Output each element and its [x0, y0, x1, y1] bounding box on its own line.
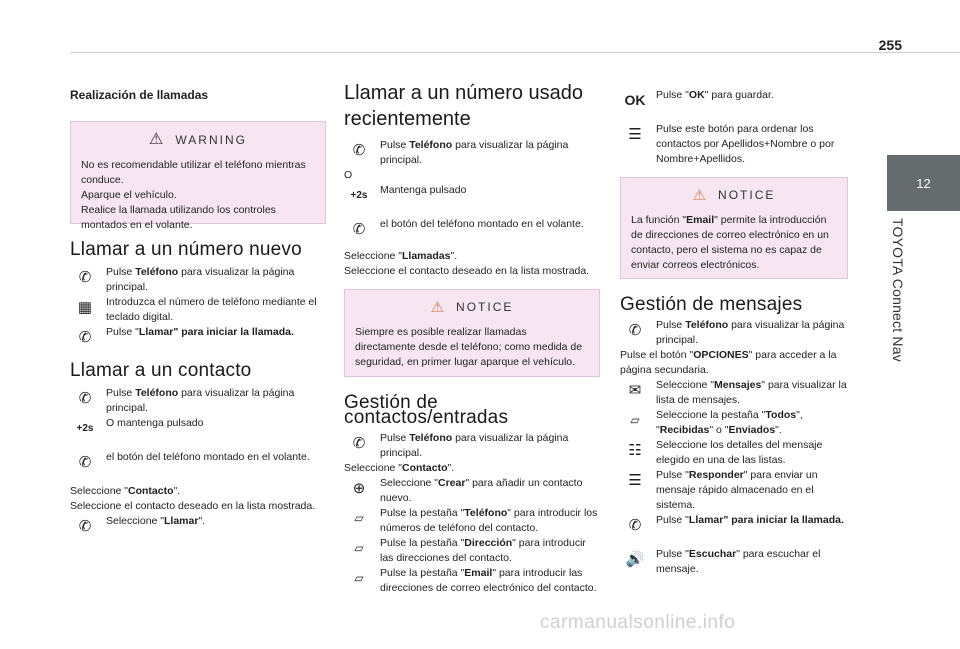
phone-icon[interactable]: ✆ [352, 141, 366, 159]
phone-icon[interactable]: ✆ [78, 453, 92, 471]
warning-text: No es recomendable utilizar el teléfono mientras conduce. Aparque el vehículo. Realice la llamada utilizando los controles montados en el volante. [81, 159, 306, 231]
tab-icon[interactable]: ⏥ [354, 570, 364, 585]
speaker-icon[interactable]: 🔊 [625, 550, 645, 568]
steering-phone-icon[interactable]: +2s [76, 422, 94, 434]
phone-icon[interactable]: ✆ [78, 389, 92, 407]
column-3: OK Pulse "OK" para guardar. ☰ Pulse este botón para ordenar los contactos por Apellidos+Nombre o por Nombre+Apellidos. ⚠ NOTICE La función "Email" permite la introducción de direcciones de correo electrónico en un contacto, pero el sistema no es capaz de enviar correos electrónicos. Gestión de mensajes ✆ Pulse Teléfono para visualizar la página principal. Pulse el botón "OPCIONES" para acceder a la página secundaria. ✉ Seleccione "Mensajes" para visualizar la lista de mensajes. ⏥ Seleccione la pestaña "Todos", "Recibidas" o "Enviados". ☷ Seleccione los detalles del mensaje elegido en una de las listas. ☰ Pulse "Responder" para enviar un mensaje rápido almacenado en el sistema. ✆ Pulse "Llamar" para iniciar la llamada. 🔊 Pulse "Escuchar" para escuchar el mensaje. [620, 89, 847, 575]
phone-icon[interactable]: ✆ [352, 220, 366, 238]
plus-circle-icon[interactable]: ⊕ [352, 479, 366, 497]
step: ☰ Pulse "Responder" para enviar un mensaje rápido almacenado en el sistema. [620, 468, 848, 513]
step: ✆ Pulse "Llamar" para iniciar la llamada. [70, 325, 326, 349]
details-icon[interactable]: ☷ [628, 441, 642, 459]
step: ✆ el botón del teléfono montado en el volante. [70, 450, 326, 474]
column-1: Realización de llamadas ⚠ WARNING No es recomendable utilizar el teléfono mientras conduce. Aparque el vehículo. Realice la llamada utilizando los controles montados en el volante. Llamar a un número nuevo ✆ Pulse Teléfono para visualizar la página principal. ▦ Introduzca el número de teléfono mediante el teclado digital. ✆ Pulse "Llamar" para iniciar la llamada. Llamar a un contacto ✆ Pulse Teléfono para visualizar la página principal. +2s O mantenga pulsado ✆ el botón del teléfono montado en el volante. Seleccione "Contacto". Seleccione el contacto deseado en la lista mostrada. ✆ Seleccione "Llamar". [70, 80, 326, 538]
page-number: 255 [878, 37, 902, 53]
step: ✆ el botón del teléfono montado en el volante. [344, 217, 600, 241]
chapter-tab[interactable] [887, 155, 960, 211]
paragraph: Seleccione el contacto deseado en la lista mostrada. [344, 265, 590, 277]
section-title-messages: Gestión de mensajes [620, 294, 803, 315]
step: ☷ Seleccione los detalles del mensaje elegido en una de las listas. [620, 438, 848, 468]
ok-icon[interactable]: OK [624, 91, 646, 108]
step: OK Pulse "OK" para guardar. [620, 88, 848, 112]
tab-icon[interactable]: ⏥ [630, 412, 640, 427]
watermark: carmanualsonline.info [540, 612, 736, 633]
step: ✆ Pulse Teléfono para visualizar la página principal. [344, 431, 600, 461]
column-2: Llamar a un número usado recientemente ✆ Pulse Teléfono para visualizar la página principal. O +2s Mantenga pulsado ✆ el botón del teléfono montado en el volante. Seleccione "Llamadas". Seleccione el contacto deseado en la lista mostrada. ⚠ NOTICE Siempre es posible realizar llamadas directamente desde el teléfono; como medida de seguridad, en primer lugar aparque el vehículo. Gestión de contactos/entradas ✆ Pulse Teléfono para visualizar la página principal. Seleccione "Contacto". ⊕ Seleccione "Crear" para añadir un contacto nuevo. ⏥ Pulse la pestaña "Teléfono" para introducir los números de teléfono del contacto. ⏥ Pulse la pestaña "Dirección" para introducir las direcciones del contacto. ⏥ Pulse la pestaña "Email" para introducir las direcciones de correo electrónico del contacto. [344, 80, 600, 596]
chapter-number: 12 [916, 175, 931, 191]
chapter-title [890, 218, 914, 368]
section-title-contacts: Gestión de contactos/entradas [344, 392, 509, 428]
phone-icon[interactable]: ✆ [78, 517, 92, 535]
step: ✆ Pulse Teléfono para visualizar la página principal. [70, 386, 326, 416]
section-title-contact: Llamar a un contacto [70, 360, 252, 381]
step: ⏥ Pulse la pestaña "Dirección" para introducir las direcciones del contacto. [344, 536, 600, 566]
or-text: O [344, 169, 353, 181]
notice-label: NOTICE [456, 300, 514, 314]
notice-icon: ⚠ [692, 187, 709, 204]
phone-icon[interactable]: ✆ [628, 321, 642, 339]
step: ✆ Pulse Teléfono para visualizar la página principal. [620, 318, 848, 348]
notice-icon: ⚠ [430, 299, 447, 316]
phone-icon[interactable]: ✆ [352, 434, 366, 452]
warning-box [70, 121, 326, 231]
phone-icon[interactable]: ✆ [78, 268, 92, 286]
notice-label: NOTICE [718, 188, 776, 202]
notice-box [344, 289, 600, 377]
step: ✉ Seleccione "Mensajes" para visualizar la lista de mensajes. [620, 378, 848, 408]
phone-icon[interactable]: ✆ [78, 328, 92, 346]
notice-title [631, 188, 837, 203]
messages-icon[interactable]: ✉ [628, 381, 642, 399]
step: 🔊 Pulse "Escuchar" para escuchar el mensaje. [620, 547, 848, 577]
quick-reply-icon[interactable]: ☰ [628, 471, 642, 489]
sort-contacts-icon[interactable]: ☰ [628, 125, 642, 143]
step: ⏥ Pulse la pestaña "Email" para introducir las direcciones de correo electrónico del contacto. [344, 566, 600, 596]
notice-text: La función "Email" permite la introducción de direcciones de correo electrónico en un contacto, pero el sistema no es capaz de enviar correos electrónicos. [631, 214, 829, 271]
keypad-icon[interactable]: ▦ [77, 298, 93, 316]
step: ⏥ Seleccione la pestaña "Todos", "Recibidas" o "Enviados". [620, 408, 848, 438]
section-title-new-number: Llamar a un número nuevo [70, 239, 302, 260]
phone-icon[interactable]: ✆ [628, 516, 642, 534]
section-title-recent: Llamar a un número usado recientemente [344, 82, 584, 130]
step: ⏥ Pulse la pestaña "Teléfono" para introducir los números de teléfono del contacto. [344, 506, 600, 536]
tab-icon[interactable]: ⏥ [354, 510, 364, 525]
step: ☰ Pulse este botón para ordenar los contactos por Apellidos+Nombre o por Nombre+Apellidos. [620, 122, 848, 167]
step: ▦ Introduzca el número de teléfono mediante el teclado digital. [70, 295, 326, 325]
notice-title [355, 300, 589, 315]
step: ✆ Seleccione "Llamar". [70, 514, 326, 538]
step: ✆ Pulse "Llamar" para iniciar la llamada. [620, 513, 848, 537]
steering-phone-icon[interactable]: +2s [350, 189, 368, 201]
section-heading: Realización de llamadas [70, 88, 209, 102]
step: ✆ Pulse Teléfono para visualizar la página principal. [344, 138, 600, 168]
warning-title [81, 132, 315, 148]
tab-icon[interactable]: ⏥ [354, 540, 364, 555]
header-rule [70, 52, 960, 53]
chapter-title-text: TOYOTA Connect Nav [890, 218, 906, 362]
step: +2s O mantenga pulsado [70, 416, 326, 440]
warning-label: WARNING [175, 132, 247, 147]
notice-text: Siempre es posible realizar llamadas directamente desde el teléfono; como medida de seguridad, en primer lugar aparque el vehículo. [355, 326, 583, 368]
notice-box [620, 177, 848, 279]
step: ✆ Pulse Teléfono para visualizar la página principal. [70, 265, 326, 295]
warning-icon: ⚠ [149, 131, 166, 148]
step: ⊕ Seleccione "Crear" para añadir un contacto nuevo. [344, 476, 600, 506]
paragraph: Seleccione el contacto deseado en la lista mostrada. [70, 500, 316, 512]
step: +2s Mantenga pulsado [344, 183, 600, 207]
